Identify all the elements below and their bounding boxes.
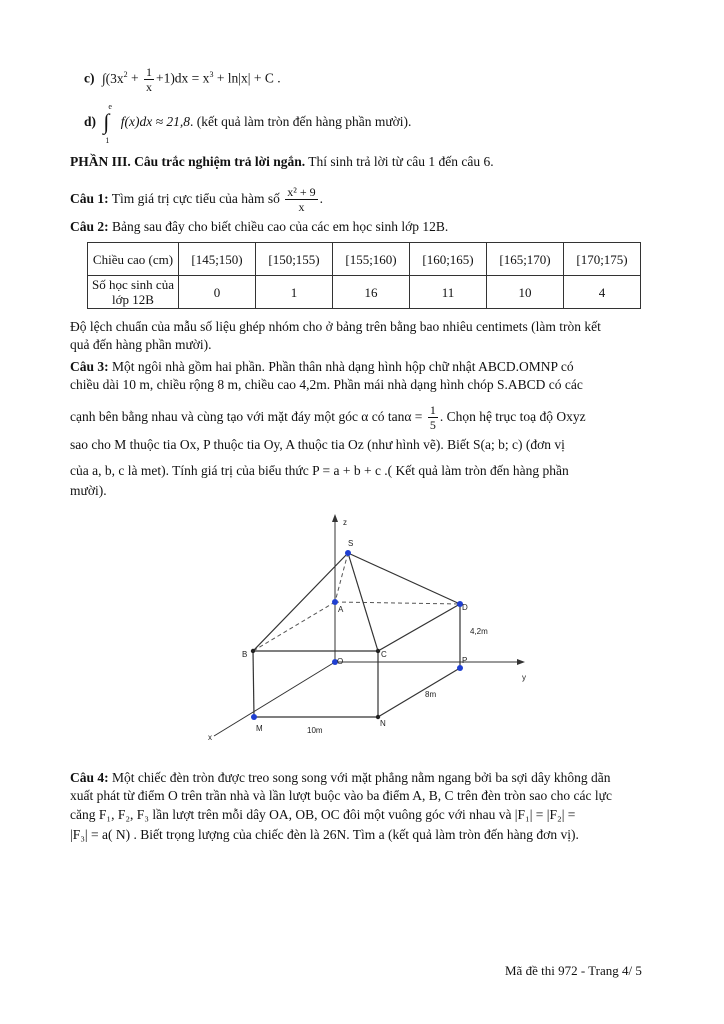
item-c-expr-mid: + — [127, 70, 142, 86]
label-m: M — [256, 724, 263, 733]
q2-label: Câu 2: — [70, 219, 109, 234]
table-header-count: Số học sinh của lớp 12B — [88, 276, 179, 309]
integral-sign: ∫ e 1 — [103, 102, 112, 145]
house-diagram — [200, 510, 540, 750]
q3-line-3: cạnh bên bằng nhau và cùng tạo với mặt đáy một góc α có tanα = $\frac{1}{5}$ . Chọn hệ trục toạ độ Oxyz — [70, 403, 586, 433]
q4-line-4: |F₃| = a( N) . Biết trọng lượng của chiếc đèn là 26N. Tìm a (kết quả làm tròn đến hàng đơn vị). — [70, 827, 579, 842]
table-cell: 4 — [564, 276, 641, 309]
part3-instruction: Thí sinh trả lời từ câu 1 đến câu 6. — [305, 154, 494, 169]
table-row-counts — [88, 276, 641, 309]
item-c-fraction: $\frac{1}{x}$ — [145, 64, 152, 94]
label-height: 4,2m — [470, 627, 488, 636]
label-b: B — [242, 650, 248, 659]
item-d-note: . (kết quả làm tròn đến hàng phần mười). — [190, 114, 412, 129]
x-axis — [214, 662, 335, 736]
q4-line-3: căng F₁, F₂, F₃ lần lượt trên mỗi dây OA, OB, OC đôi một vuông góc với nhau và |F₁| = |F₂| = — [70, 807, 576, 822]
q4-line-2: xuất phát từ điểm O trên trần nhà và lần lượt buộc vào ba điểm A, B, C trên đèn tròn sao cho các lực — [70, 788, 612, 803]
table-row-heights — [88, 243, 641, 276]
label-n: N — [380, 719, 386, 728]
table-cell: [165;170) — [487, 243, 564, 276]
table-cell: 16 — [333, 276, 410, 309]
label-s: S — [348, 539, 354, 548]
table-cell: 1 — [256, 276, 333, 309]
q1-fraction: $\frac{\text{x² + 9}}{x}$ — [287, 185, 316, 215]
question-2 — [70, 218, 660, 236]
question-1: Câu 1: Tìm giá trị cực tiểu của hàm số $\frac{\text{x² + 9}}{x}$ . — [70, 185, 324, 215]
part3-title: PHẦN III. Câu trắc nghiệm trả lời ngắn. — [70, 154, 306, 169]
table-cell: 0 — [179, 276, 256, 309]
label-z: z — [343, 518, 347, 527]
label-c: C — [381, 650, 387, 659]
point-s — [345, 550, 351, 556]
item-c: c) $\int(3x^2$ + $\frac{1}{x}$ $+1)dx = x^3 + \ln|x| + C$ . — [84, 64, 281, 94]
item-d — [84, 102, 412, 145]
q2-question-line-1: Độ lệch chuẩn của mẫu số liệu ghép nhóm cho ở bảng trên bằng bao nhiêu centimets (làm tròn kết — [70, 319, 601, 334]
q4-label: Câu 4: — [70, 770, 109, 785]
q3-line-6: mười). — [70, 483, 107, 498]
label-length: 10m — [307, 726, 323, 735]
table-cell: [170;175) — [564, 243, 641, 276]
label-x: x — [208, 733, 212, 742]
q3-fraction: $\frac{1}{5}$ — [429, 403, 436, 433]
item-d-expr: f(x)dx ≈ 21,8 — [120, 114, 191, 129]
q1-text: Tìm giá trị cực tiểu của hàm số — [108, 191, 284, 206]
label-y: y — [522, 673, 526, 682]
item-c-expr-post: +1)dx = x — [155, 70, 210, 86]
table-header-height: Chiều cao (cm) — [88, 243, 179, 276]
table-cell: [160;165) — [410, 243, 487, 276]
table-cell: [155;160) — [333, 243, 410, 276]
q4-line-1: Câu 4: Một chiếc đèn tròn được treo song song với mặt phẳng nằm ngang bởi ba sợi dây không dãn — [70, 770, 611, 785]
q3-line-4: sao cho M thuộc tia Ox, P thuộc tia Oy, A thuộc tia Oz (như hình vẽ). Biết S(a; b; c) (đơn vị — [70, 437, 565, 452]
label-a: A — [338, 605, 344, 614]
point-p — [457, 665, 463, 671]
label-d: D — [462, 603, 468, 612]
point-m — [251, 714, 257, 720]
q3-line-1: Câu 3: Một ngôi nhà gồm hai phần. Phần thân nhà dạng hình hộp chữ nhật ABCD.OMNP có — [70, 359, 574, 374]
q2-text: Bảng sau đây cho biết chiều cao của các em học sinh lớp 12B. — [108, 219, 449, 234]
item-c-expr-end: + ln|x| + C . — [213, 70, 281, 86]
label-p: P — [462, 656, 468, 665]
label-width: 8m — [425, 690, 437, 699]
table-cell: [150;155) — [256, 243, 333, 276]
q3-line-2: chiều dài 10 m, chiều rộng 8 m, chiều cao 4,2m. Phần mái nhà dạng hình chóp S.ABCD có các — [70, 377, 583, 392]
q3-line-5: của a, b, c là met). Tính giá trị của biểu thức P = a + b + c .( Kết quả làm tròn đến hàng phần — [70, 463, 569, 478]
q2-question-line-2: quả đến hàng phần mười). — [70, 337, 212, 352]
table-cell: 10 — [487, 276, 564, 309]
page-footer: Mã đề thi 972 - Trang 4/ 5 — [505, 963, 642, 978]
height-table — [87, 242, 641, 309]
table-cell: [145;150) — [179, 243, 256, 276]
part3-heading — [70, 153, 660, 171]
q1-label: Câu 1: — [70, 191, 109, 206]
q3-label: Câu 3: — [70, 359, 109, 374]
label-o: O — [337, 657, 344, 666]
table-cell: 11 — [410, 276, 487, 309]
item-c-label: c) — [84, 70, 95, 86]
item-d-label: d) — [84, 114, 97, 129]
item-c-expr-pre: ∫(3x — [101, 70, 124, 86]
